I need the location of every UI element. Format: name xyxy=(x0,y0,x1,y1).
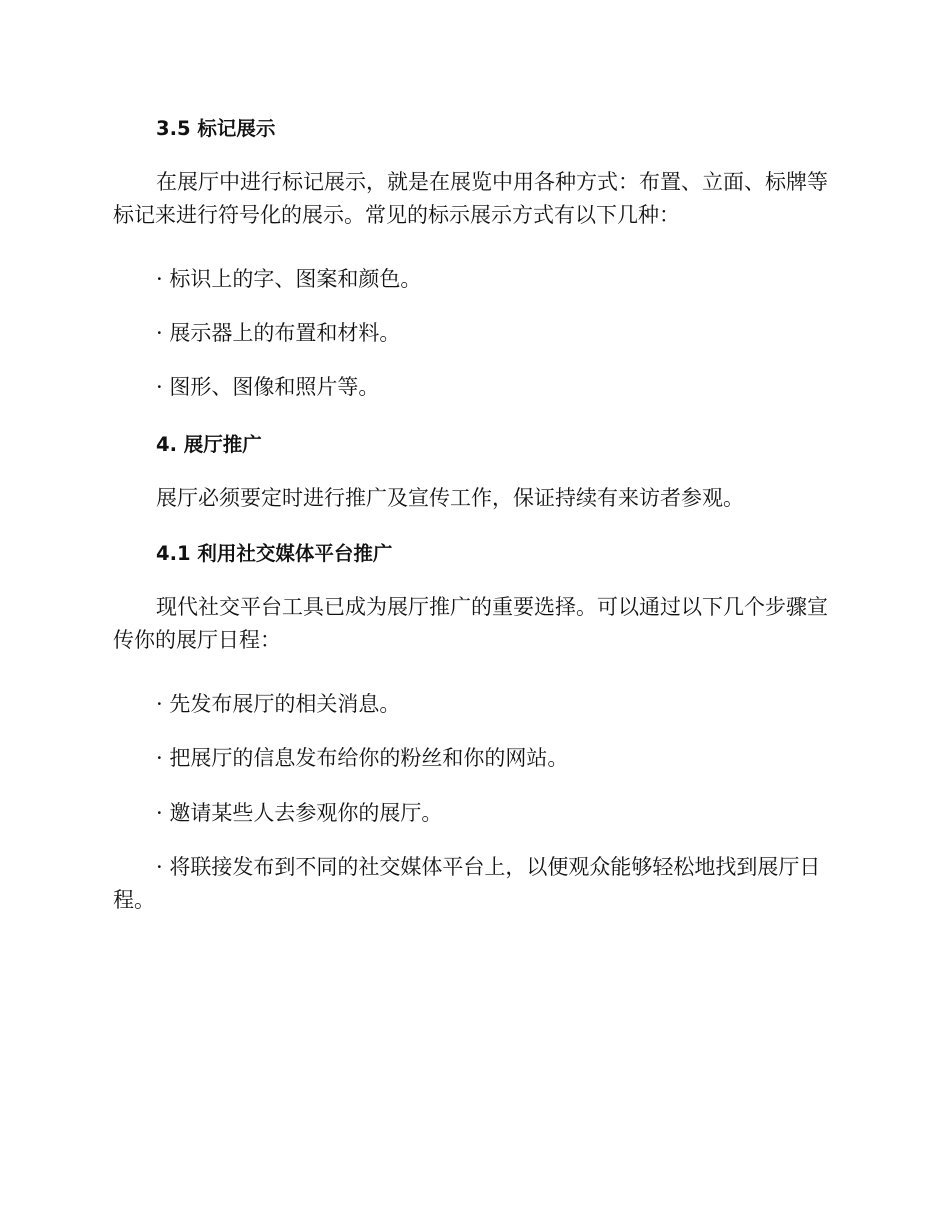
section-heading-4-1: 4.1 利用社交媒体平台推广 xyxy=(156,542,393,565)
bullet-item: · 展示器上的布置和材料。 xyxy=(156,321,401,345)
bullet-item: · 把展厅的信息发布给你的粉丝和你的网站。 xyxy=(156,746,569,770)
section-heading-3-5: 3.5 标记展示 xyxy=(156,117,276,140)
section-paragraph-3-5: 在展厅中进行标记展示，就是在展览中用各种方式：布置、立面、标牌等标记来进行符号化的展示。常见的标示展示方式有以下几种： xyxy=(113,170,828,227)
section-paragraph-4-1: 现代社交平台工具已成为展厅推广的重要选择。可以通过以下几个步骤宣传你的展厅日程： xyxy=(113,595,828,652)
bullet-item: · 标识上的字、图案和颜色。 xyxy=(156,267,422,291)
section-paragraph-4: 展厅必须要定时进行推广及宣传工作，保证持续有来访者参观。 xyxy=(156,486,744,510)
bullet-item: · 图形、图像和照片等。 xyxy=(156,375,380,399)
section-heading-4: 4. 展厅推广 xyxy=(156,433,262,456)
bullet-item: · 邀请某些人去参观你的展厅。 xyxy=(156,801,443,825)
bullet-item: · 先发布展厅的相关消息。 xyxy=(156,692,401,716)
bullet-item: · 将联接发布到不同的社交媒体平台上，以便观众能够轻松地找到展厅日程。 xyxy=(113,855,821,912)
